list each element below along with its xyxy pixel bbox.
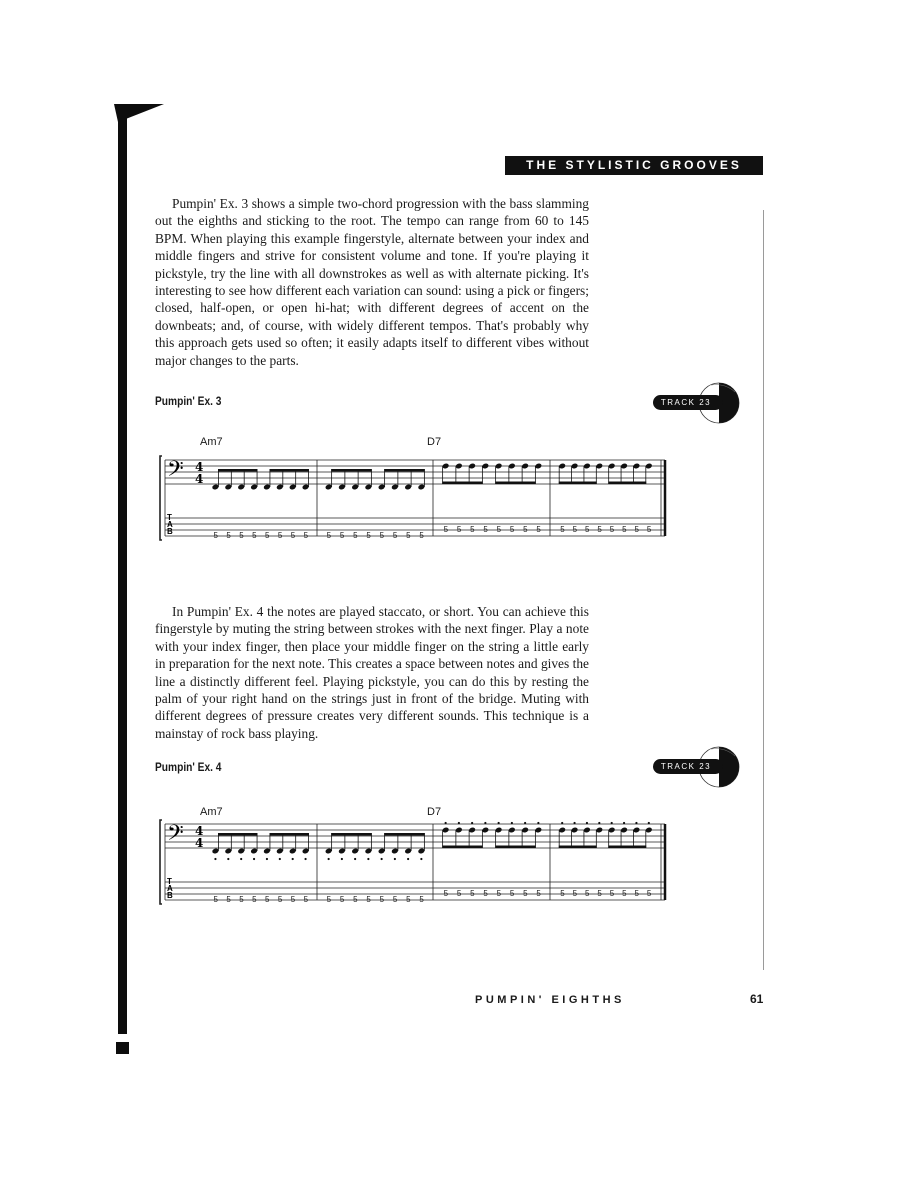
spine-bar <box>118 114 127 1034</box>
note-beam <box>331 833 372 836</box>
tab-fret-number: 5 <box>303 895 309 904</box>
tab-fret-number: 5 <box>226 531 231 540</box>
chord-d7: D7 <box>427 436 442 448</box>
tab-fret-number: 5 <box>572 525 578 534</box>
tab-fret-number: 5 <box>239 531 244 540</box>
track-label: TRACK 23 <box>660 398 712 407</box>
note-beam <box>559 482 597 485</box>
tab-fret-number: 5 <box>509 889 515 898</box>
tab-fret-number: 5 <box>379 895 385 904</box>
staccato-dot <box>367 858 369 860</box>
tab-fret-number: 5 <box>326 895 332 904</box>
tab-fret-number: 5 <box>584 889 590 898</box>
tab-letter: B <box>167 527 173 536</box>
tab-fret-number: 5 <box>496 525 502 534</box>
chord-am7: Am7 <box>200 806 223 818</box>
notation-ex3 <box>150 448 670 558</box>
note-beam <box>270 833 309 836</box>
music-notation <box>150 448 670 558</box>
tab-fret-number: 5 <box>536 889 541 898</box>
bass-clef: 𝄢 <box>167 457 184 487</box>
tab-fret-number: 5 <box>634 889 639 898</box>
tab-fret-number: 5 <box>609 889 615 898</box>
staccato-dot <box>586 822 588 824</box>
footer-chapter-title: PUMPIN' EIGHTHS <box>475 994 625 1006</box>
tab-fret-number: 5 <box>622 889 627 898</box>
staccato-dot <box>328 858 330 860</box>
tab-fret-number: 5 <box>392 531 398 540</box>
tab-fret-number: 5 <box>523 525 528 534</box>
tab-fret-number: 5 <box>406 895 411 904</box>
tab-fret-number: 5 <box>634 525 639 534</box>
tab-letter: A <box>167 520 173 529</box>
tab-fret-number: 5 <box>443 525 449 534</box>
tab-fret-number: 5 <box>523 889 528 898</box>
tab-letter: B <box>167 891 173 900</box>
note-beam <box>559 846 597 849</box>
tab-fret-number: 5 <box>379 531 385 540</box>
tab-fret-number: 5 <box>470 525 475 534</box>
section-header: THE STYLISTIC GROOVES <box>505 156 763 175</box>
tab-fret-number: 5 <box>264 531 270 540</box>
bass-clef: 𝄢 <box>167 821 184 851</box>
staccato-dot <box>407 858 409 860</box>
staccato-dot <box>611 822 613 824</box>
staccato-dot <box>304 858 306 860</box>
staccato-dot <box>214 858 216 860</box>
tab-fret-number: 5 <box>509 525 515 534</box>
tab-fret-number: 5 <box>353 531 358 540</box>
staccato-dot <box>511 822 513 824</box>
tab-fret-number: 5 <box>419 895 424 904</box>
note-beam <box>218 833 257 836</box>
note-beam <box>270 469 309 472</box>
track-badge-3 <box>651 380 743 426</box>
note-beam <box>384 469 425 472</box>
staccato-dot <box>648 822 650 824</box>
music-notation <box>150 812 670 922</box>
tab-fret-number: 5 <box>584 525 590 534</box>
tab-fret-number: 5 <box>646 525 652 534</box>
system-bracket <box>160 820 162 904</box>
note-beam <box>608 482 646 485</box>
tab-fret-number: 5 <box>646 889 652 898</box>
system-bracket <box>160 456 162 540</box>
tab-fret-number: 5 <box>366 895 371 904</box>
tab-fret-number: 5 <box>456 525 462 534</box>
tab-fret-number: 5 <box>239 895 244 904</box>
tab-fret-number: 5 <box>483 889 488 898</box>
staccato-dot <box>381 858 383 860</box>
tab-fret-number: 5 <box>353 895 358 904</box>
note-beam <box>442 482 483 485</box>
staccato-dot <box>623 822 625 824</box>
staccato-dot <box>394 858 396 860</box>
staccato-dot <box>445 822 447 824</box>
tab-fret-number: 5 <box>456 889 462 898</box>
staccato-dot <box>240 858 242 860</box>
tab-fret-number: 5 <box>622 525 627 534</box>
tab-fret-number: 5 <box>326 531 332 540</box>
tab-letter: T <box>167 877 172 886</box>
tab-letter: A <box>167 884 173 893</box>
tab-fret-number: 5 <box>290 895 296 904</box>
body-paragraph-1: Pumpin' Ex. 3 shows a simple two-chord progression with the bass slamming out the eighths and sticking to the root. The tempo can range from 60 to 145 BPM. When playing this example fingerstyle, alternate between your index and middle fingers and strive for consistent volume and tone. If you're playing it pickstyle, try the line with all downstrokes as well as with alternate picking. It's interesting to see how different each variation can sound: using a pick or fingers; closed, half-open, or open hi-hat; with different degrees of accent on the downbeats; and, of course, with widely different tempos. That's probably why this approach gets used so often; it easily adapts itself to different vibes without major changes to the parts. <box>155 196 589 368</box>
tab-fret-number: 5 <box>597 889 602 898</box>
tab-fret-number: 5 <box>252 895 257 904</box>
tab-fret-number: 5 <box>443 889 449 898</box>
tab-fret-number: 5 <box>597 525 602 534</box>
staccato-dot <box>341 858 343 860</box>
staccato-dot <box>561 822 563 824</box>
time-sig-top: 4 <box>195 460 204 474</box>
staccato-dot <box>573 822 575 824</box>
staccato-dot <box>292 858 294 860</box>
note-beam <box>331 469 372 472</box>
binding-spine <box>114 104 132 1054</box>
staccato-dot <box>635 822 637 824</box>
tab-fret-number: 5 <box>560 889 565 898</box>
tab-fret-number: 5 <box>483 525 488 534</box>
tab-fret-number: 5 <box>290 531 296 540</box>
staccato-dot <box>420 858 422 860</box>
tab-fret-number: 5 <box>339 531 345 540</box>
track-label: TRACK 23 <box>660 762 712 771</box>
staccato-dot <box>524 822 526 824</box>
page-number: 61 <box>750 992 764 1006</box>
tab-fret-number: 5 <box>406 531 411 540</box>
chord-am7: Am7 <box>200 436 223 448</box>
staccato-dot <box>253 858 255 860</box>
note-beam <box>442 846 483 849</box>
tab-fret-number: 5 <box>392 895 398 904</box>
staccato-dot <box>227 858 229 860</box>
time-sig-top: 4 <box>195 824 204 838</box>
tab-fret-number: 5 <box>213 895 218 904</box>
tab-fret-number: 5 <box>470 889 475 898</box>
chord-d7: D7 <box>427 806 442 818</box>
tab-fret-number: 5 <box>339 895 345 904</box>
tab-fret-number: 5 <box>252 531 257 540</box>
note-beam <box>495 846 536 849</box>
track-badge-4 <box>651 744 743 790</box>
tab-fret-number: 5 <box>277 531 283 540</box>
tab-fret-number: 5 <box>277 895 283 904</box>
staccato-dot <box>471 822 473 824</box>
staccato-dot <box>279 858 281 860</box>
staccato-dot <box>266 858 268 860</box>
staccato-dot <box>484 822 486 824</box>
example-title-4: Pumpin' Ex. 4 <box>155 760 222 774</box>
staccato-dot <box>537 822 539 824</box>
tab-fret-number: 5 <box>366 531 371 540</box>
time-sig-bottom: 4 <box>195 836 204 850</box>
body-paragraph-2: In Pumpin' Ex. 4 the notes are played staccato, or short. You can achieve this fingerstyle by muting the string between strokes with the next finger. Play a note with your index finger, then place your middle finger on the string a little early in preparation for the next note. This creates a space between notes and gives the line a distinctly different feel. Playing pickstyle, you can do this by resting the palm of your right hand on the strings just in front of the bridge. Muting with different degrees of pressure creates very different sounds. This technique is a mainstay of rock bass playing. <box>155 604 589 741</box>
tab-fret-number: 5 <box>536 525 541 534</box>
staccato-dot <box>458 822 460 824</box>
staccato-dot <box>598 822 600 824</box>
tab-fret-number: 5 <box>419 531 424 540</box>
time-sig-bottom: 4 <box>195 472 204 486</box>
note-beam <box>495 482 536 485</box>
staccato-dot <box>498 822 500 824</box>
tab-fret-number: 5 <box>303 531 309 540</box>
spine-foot <box>116 1042 129 1054</box>
note-beam <box>218 469 257 472</box>
tab-letter: T <box>167 513 172 522</box>
tab-fret-number: 5 <box>496 889 502 898</box>
notation-ex4 <box>150 812 670 922</box>
tab-fret-number: 5 <box>226 895 231 904</box>
note-beam <box>384 833 425 836</box>
staccato-dot <box>354 858 356 860</box>
tab-fret-number: 5 <box>572 889 578 898</box>
tab-fret-number: 5 <box>609 525 615 534</box>
tab-fret-number: 5 <box>264 895 270 904</box>
right-margin-rule <box>763 210 764 970</box>
tab-fret-number: 5 <box>560 525 565 534</box>
tab-fret-number: 5 <box>213 531 218 540</box>
note-beam <box>608 846 646 849</box>
example-title-3: Pumpin' Ex. 3 <box>155 394 222 408</box>
